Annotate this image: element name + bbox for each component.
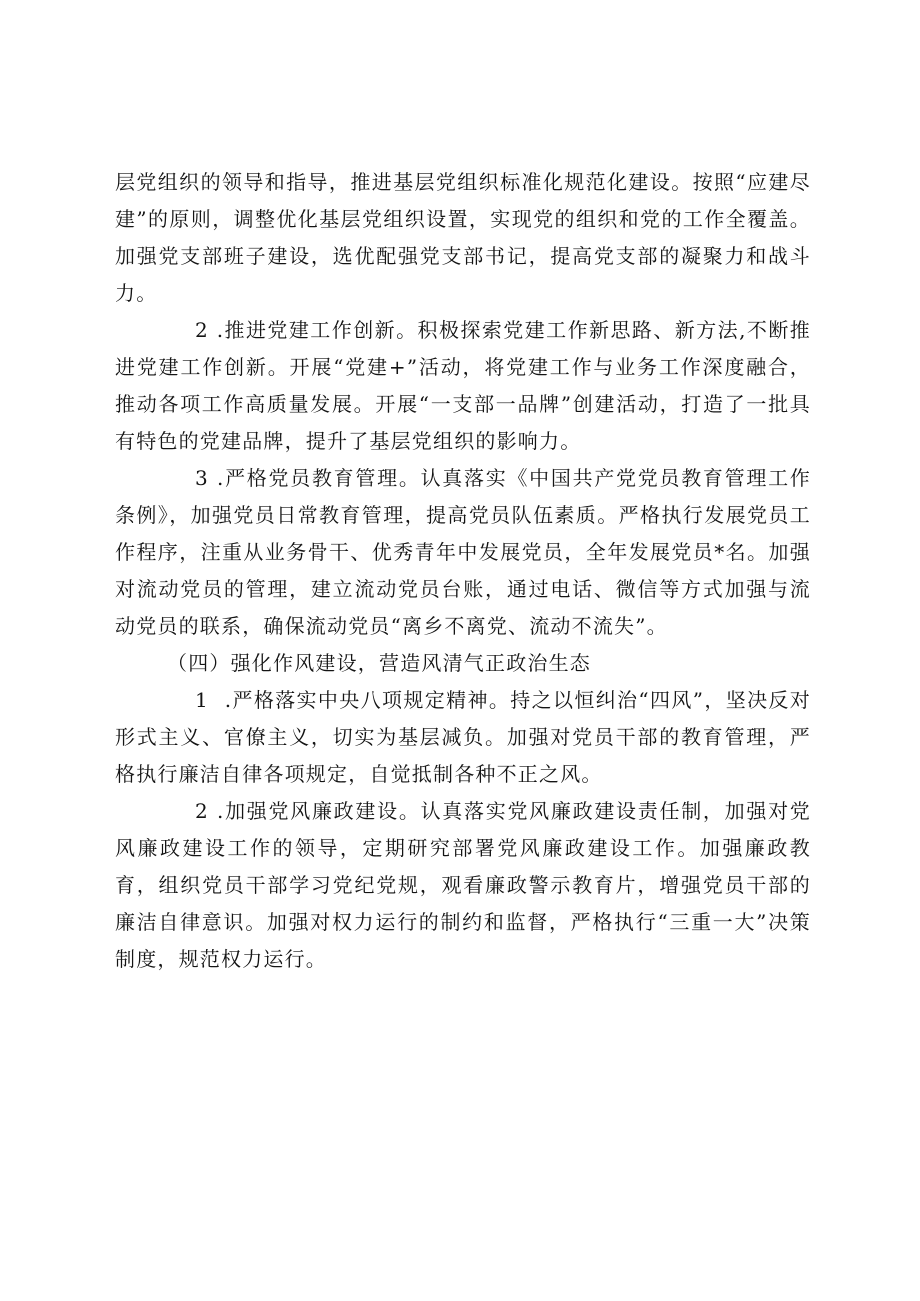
paragraph-text: .严格党员教育管理。认真落实《中国共产党党员教育管理工作条例》，加强党员日常教育管理，提高党员队伍素质。严格执行发展党员工作程序，注重从业务骨干、优秀青年中发展党员，全年发展党员*名。加强对流动党员的管理，建立流动党员台账，通过电话、微信等方式加强与流动党员的联系，确保流动党员“离乡不离党、流动不流失”。 xyxy=(115,466,811,638)
paragraph-continuation xyxy=(115,164,811,312)
paragraph-item-2-innovation xyxy=(115,312,811,460)
paragraph-text: .严格落实中央八项规定精神。持之以恒纠治“四风”，坚决反对形式主义、官僚主义，切实为基层减负。加强对党员干部的教育管理，严格执行廉洁自律各项规定，自觉抵制各种不正之风。 xyxy=(115,688,812,786)
document-body xyxy=(115,164,811,978)
paragraph-item-1-regulations xyxy=(115,682,811,793)
paragraph-item-3-education xyxy=(115,460,811,645)
paragraph-item-2-integrity xyxy=(115,793,811,978)
section-heading: （四）强化作风建设，营造风清气正政治生态 xyxy=(167,651,591,675)
item-number: 2 xyxy=(195,318,209,342)
item-number: 3 xyxy=(195,466,209,490)
paragraph-text: .推进党建工作创新。积极探索党建工作新思路、新方法,不断推进党建工作创新。开展“党建+”活动，将党建工作与业务工作深度融合，推动各项工作高质量发展。开展“一支部一品牌”创建活动，打造了一批具有特色的党建品牌，提升了基层党组织的影响力。 xyxy=(115,318,812,453)
item-number: 1 xyxy=(195,688,209,712)
item-number: 2 xyxy=(195,799,209,823)
paragraph-text: .加强党风廉政建设。认真落实党风廉政建设责任制，加强对党风廉政建设工作的领导，定期研究部署党风廉政建设工作。加强廉政教育，组织党员干部学习党纪党规，观看廉政警示教育片，增强党员干部的廉洁自律意识。加强对权力运行的制约和监督，严格执行“三重一大”决策制度，规范权力运行。 xyxy=(115,799,811,971)
paragraph-text: 层党组织的领导和指导，推进基层党组织标准化规范化建设。按照“应建尽建”的原则，调整优化基层党组织设置，实现党的组织和党的工作全覆盖。加强党支部班子建设，选优配强党支部书记，提高党支部的凝聚力和战斗力。 xyxy=(115,170,811,305)
